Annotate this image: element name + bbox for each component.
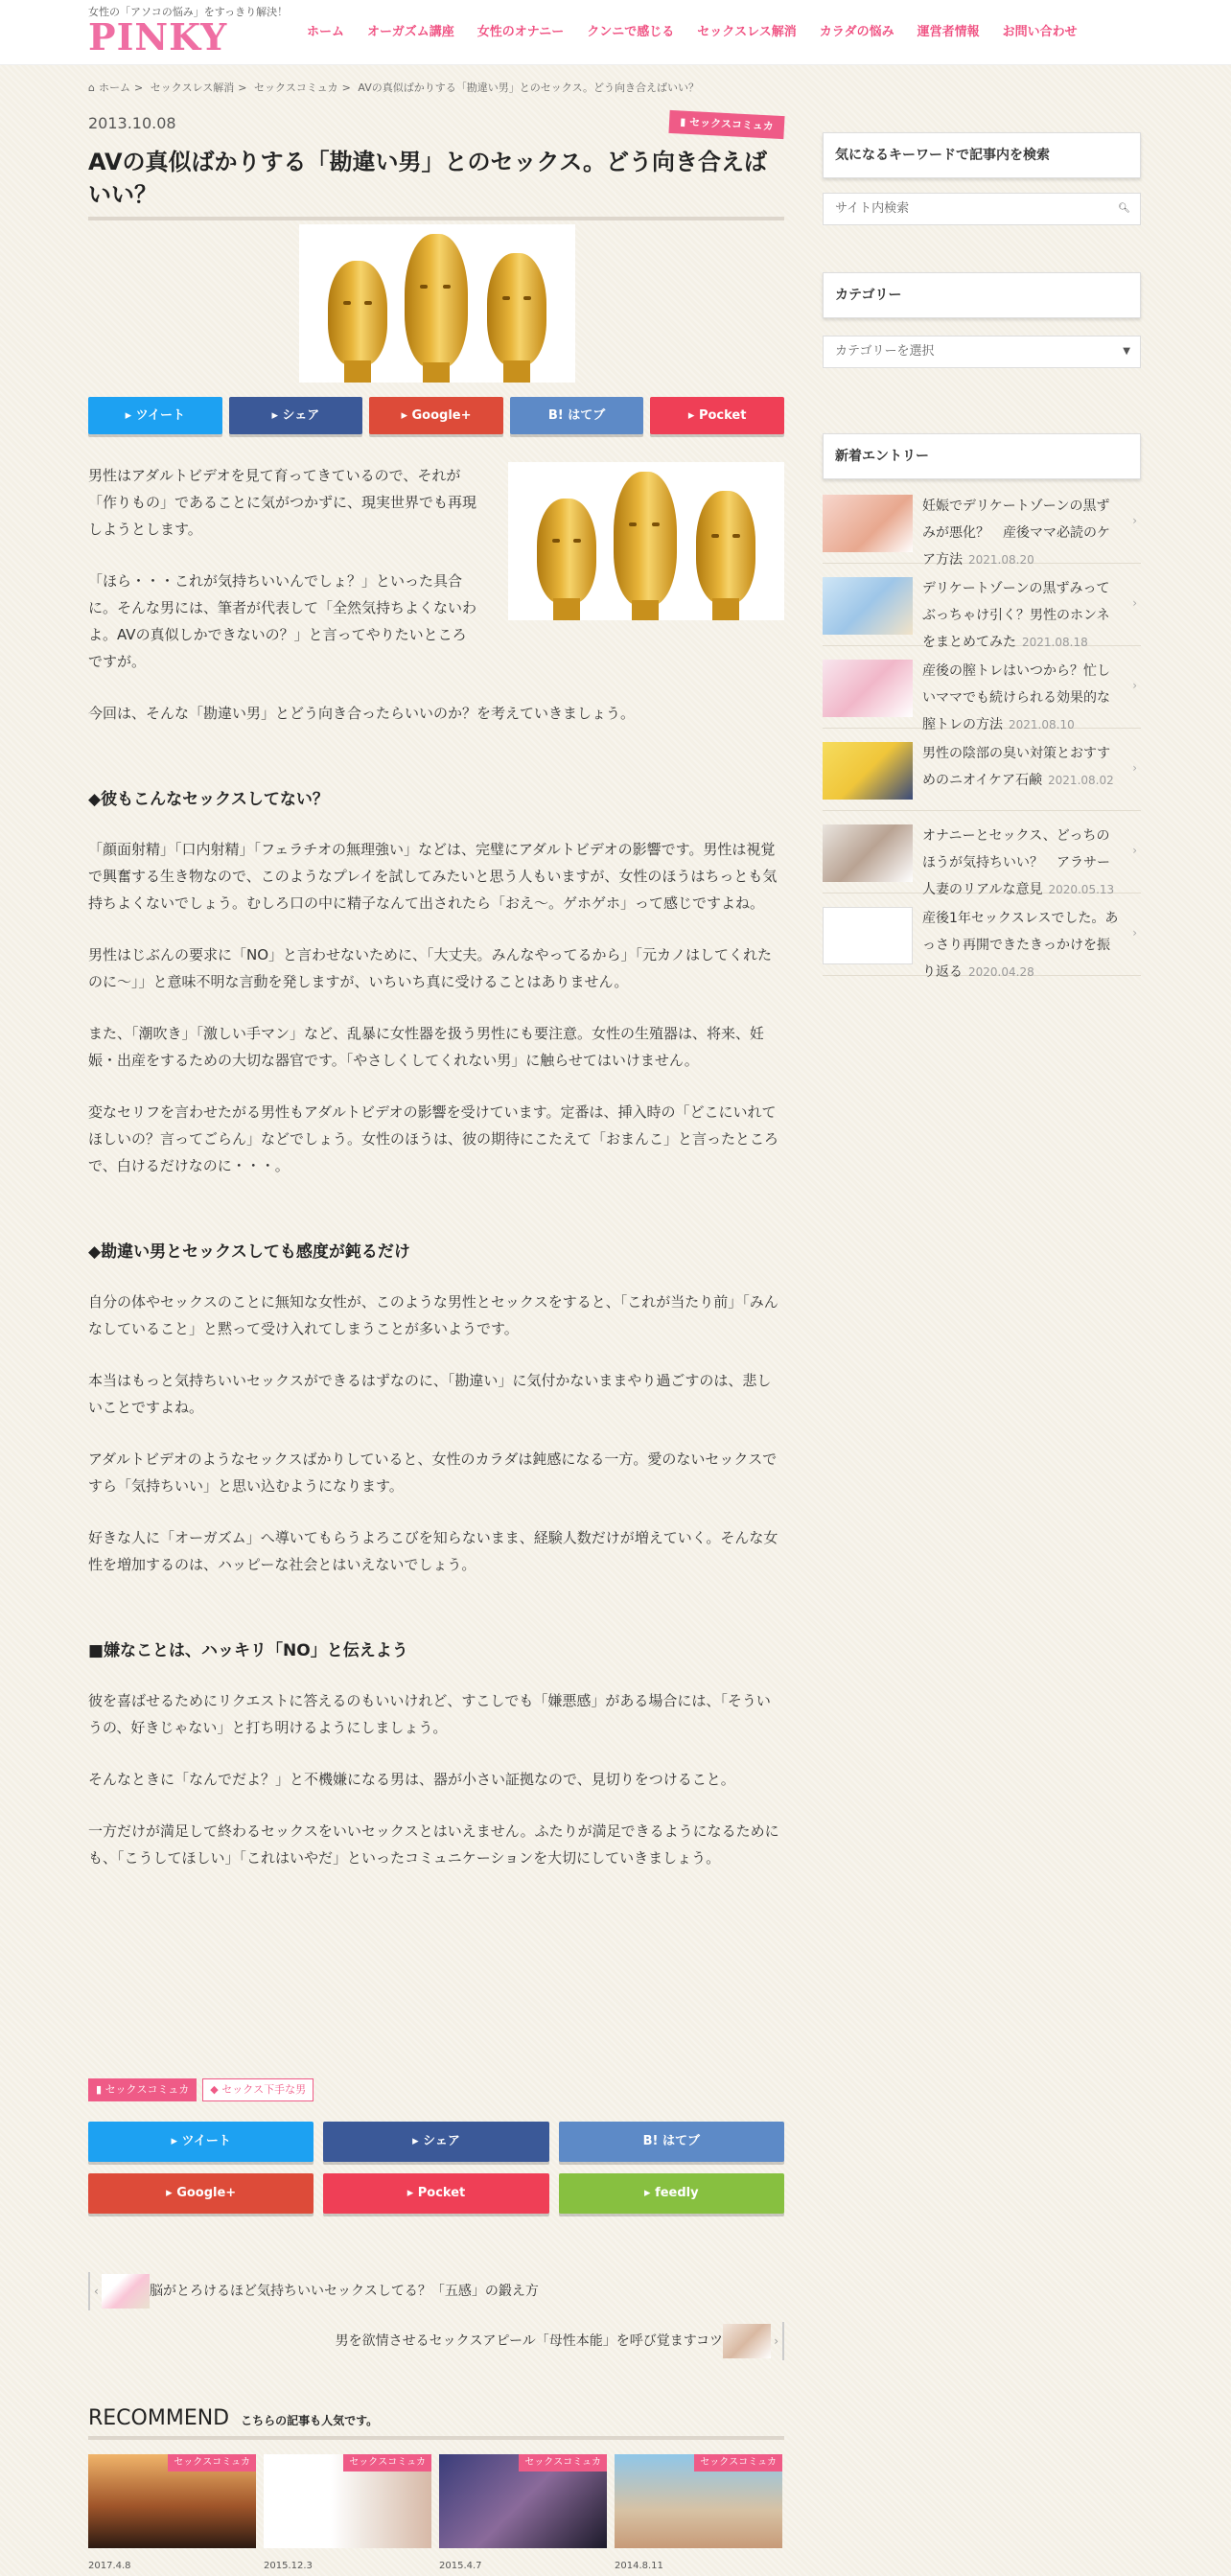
- prev-post-link[interactable]: [88, 2272, 784, 2310]
- chevron-left-icon: ‹: [94, 2285, 99, 2298]
- chevron-right-icon: ›: [1132, 596, 1137, 610]
- nav-contact[interactable]: お問い合わせ: [1002, 25, 1078, 39]
- category-tag[interactable]: ▮ セックスコミュカ: [88, 2078, 197, 2101]
- entry-title: 妊娠でデリケートゾーンの黒ずみが悪化？ 産後ママ必読のケア方法: [922, 499, 1110, 568]
- paragraph: 好きな人に「オーガズム」へ導いてもらうよろこびを知らないまま、経験人数だけが増えていく。そんな女性を増加するのは、ハッピーな社会とはいえないでしょう。: [88, 1529, 778, 1573]
- entry-thumbnail: [823, 660, 913, 717]
- search-placeholder: サイト内検索: [835, 201, 910, 216]
- chevron-right-icon: ›: [1132, 761, 1137, 775]
- card-date: 2017.4.8: [88, 2561, 131, 2571]
- nav-sexless[interactable]: セックスレス解消: [697, 25, 797, 39]
- recommend-header: [88, 2402, 784, 2440]
- main-nav: [307, 23, 1078, 42]
- category-select[interactable]: [823, 336, 1141, 368]
- new-entry[interactable]: [823, 893, 1141, 980]
- new-entry[interactable]: [823, 646, 1141, 732]
- paragraph: また、「潮吹き」「激しい手マン」など、乱暴に女性器を扱う男性にも要注意。女性の生殖器は、将来、妊娠・出産をするための大切な器官です。「やさしくしてくれない男」に触らせてはいけません。: [88, 1025, 765, 1069]
- next-post-link[interactable]: [88, 2322, 784, 2360]
- new-entry[interactable]: [823, 564, 1141, 650]
- breadcrumb-sexless[interactable]: セックスレス解消: [150, 81, 235, 94]
- next-post-thumbnail: [723, 2324, 771, 2358]
- twitter-share-button[interactable]: ▸ ツイート: [88, 397, 222, 434]
- share-bar-top: [88, 397, 784, 434]
- paragraph: 一方だけが満足して終わるセックスをいいセックスとはいえません。ふたりが満足できるようになるためにも、「こうしてほしい」「これはいやだ」といったコミュニケーションを大切にしていきましょう。: [88, 1822, 779, 1867]
- entry-date: 2020.04.28: [968, 964, 1034, 979]
- category-widget-title: カテゴリー: [823, 272, 1141, 318]
- article-body: [88, 462, 784, 1896]
- chevron-right-icon: ›: [1132, 514, 1137, 527]
- recommend-list: [88, 2454, 782, 2575]
- article-title: AVの真似ばかりする「勘違い男」とのセックス。どう向き合えばいい？: [88, 146, 784, 220]
- pocket-icon: ▸: [406, 2186, 418, 2200]
- breadcrumb: ⌂ ホーム > セックスレス解消 > セックスコミュカ > AVの真似ばかりする「勘違い男」とのセックス。どう向き合えばいい？: [88, 81, 699, 94]
- hatena-share-button[interactable]: B! はてブ: [510, 397, 644, 434]
- entry-title: 産後1年セックスレスでした。あっさり再開できたきっかけを振り返る: [922, 911, 1119, 980]
- entry-title: オナニーとセックス、どっちのほうが気持ちいい？ アラサー人妻のリアルな意見: [922, 828, 1110, 897]
- feedly-icon: ▸: [644, 2186, 656, 2200]
- recommend-card[interactable]: [439, 2454, 607, 2575]
- facebook-icon: ▸: [271, 408, 283, 423]
- googleplus-icon: ▸: [166, 2186, 177, 2200]
- card-category: セックスコミュカ: [168, 2454, 256, 2472]
- card-date: 2014.8.11: [615, 2561, 663, 2571]
- breadcrumb-home[interactable]: ホーム: [98, 81, 130, 94]
- recommend-subtitle: こちらの記事も人気です。: [241, 2414, 379, 2427]
- entry-date: 2021.08.20: [968, 552, 1034, 567]
- card-date: 2015.4.7: [439, 2561, 482, 2571]
- prev-post-thumbnail: [102, 2274, 150, 2309]
- paragraph: 「ほら・・・これが気持ちいいんでしょ？」といった具合に。そんな男には、筆者が代表して「全然気持ちよくないわよ。AVの真似しかできないの？」と言ってやりたいところですが。: [88, 572, 477, 670]
- section-heading: ◆彼もこんなセックスしてない？: [88, 790, 329, 809]
- category-badge[interactable]: [668, 110, 784, 139]
- googleplus-share-button[interactable]: ▸ Google+: [88, 2173, 314, 2214]
- nav-masturbation[interactable]: 女性のオナニー: [476, 25, 565, 39]
- nav-cunnilingus[interactable]: クンニで感じる: [587, 25, 675, 39]
- entry-thumbnail: [823, 577, 913, 635]
- facebook-share-button[interactable]: ▸ シェア: [229, 397, 363, 434]
- card-category: セックスコミュカ: [343, 2454, 431, 2472]
- search-input[interactable]: [823, 193, 1141, 225]
- section-heading: ◆勘違い男とセックスしても感度が鈍るだけ: [88, 1242, 410, 1262]
- search-widget-title: 気になるキーワードで記事内を検索: [823, 132, 1141, 178]
- new-entries-title: 新着エントリー: [823, 433, 1141, 479]
- twitter-icon: ▸: [171, 2134, 182, 2148]
- paragraph: 自分の体やセックスのことに無知な女性が、このような男性とセックスをすると、「これが当たり前」「みんなしていること」と黙って受け入れてしまうことが多いようです。: [88, 1293, 778, 1337]
- entry-title: 産後の膣トレはいつから？忙しいママでも続けられる効果的な膣トレの方法: [922, 663, 1110, 732]
- site-logo[interactable]: PINKY: [88, 15, 228, 58]
- folder-icon: ▮: [96, 2083, 105, 2096]
- entry-thumbnail: [823, 824, 913, 882]
- googleplus-icon: ▸: [401, 408, 412, 423]
- tag-list: [88, 2078, 314, 2101]
- tag-icon: ◆: [210, 2083, 222, 2096]
- paragraph: 男性はアダルトビデオを見て育ってきているので、それが「作りもの」であることに気がつかずに、現実世界でも再現しようとします。: [88, 467, 477, 538]
- nav-home[interactable]: ホーム: [307, 25, 345, 39]
- site-header: [0, 0, 1231, 65]
- entry-date: 2021.08.18: [1022, 635, 1088, 649]
- prev-post-title: 脳がとろけるほど気持ちいいセックスしてる？「五感」の鍛え方: [150, 2284, 539, 2299]
- nav-orgasm[interactable]: オーガズム講座: [367, 25, 454, 39]
- googleplus-share-button[interactable]: ▸ Google+: [369, 397, 503, 434]
- card-date: 2015.12.3: [264, 2561, 313, 2571]
- folder-icon: ▮: [679, 115, 690, 128]
- entry-date: 2021.08.10: [1009, 717, 1075, 731]
- paragraph: 本当はもっと気持ちいいセックスができるはずなのに、「勘違い」に気付かないままやり過ごすのは、悲しいことですよね。: [88, 1372, 772, 1416]
- recommend-card[interactable]: [88, 2454, 256, 2575]
- entry-title: デリケートゾーンの黒ずみってぶっちゃけ引く？男性のホンネをまとめてみた: [922, 581, 1110, 650]
- hatena-share-button[interactable]: B! はてブ: [559, 2122, 784, 2162]
- search-icon[interactable]: 🔍︎: [1118, 203, 1130, 214]
- paragraph: アダルトビデオのようなセックスばかりしていると、女性のカラダは鈍感になる一方。愛のないセックスですら「気持ちいい」と思い込むようになります。: [88, 1450, 778, 1495]
- new-entry[interactable]: [823, 481, 1141, 568]
- card-category: セックスコミュカ: [694, 2454, 782, 2472]
- section-heading: ■嫌なことは、ハッキリ「NO」と伝えよう: [88, 1641, 408, 1660]
- paragraph: 男性はじぶんの要求に「NO」と言わせないために、「大丈夫。みんなやってるから」「元カノはしてくれたのに〜」」と意味不明な言動を発しますが、いちいち真に受けることはありません。: [88, 946, 773, 990]
- recommend-card[interactable]: [264, 2454, 431, 2575]
- category-select-value: カテゴリーを選択: [835, 344, 935, 359]
- entry-date: 2020.05.13: [1048, 882, 1115, 896]
- entry-title: 男性の陰部の臭い対策とおすすめのニオイケア石鹸: [922, 746, 1111, 788]
- recommend-card[interactable]: [615, 2454, 782, 2575]
- chevron-right-icon: ›: [1132, 679, 1137, 692]
- facebook-icon: ▸: [412, 2134, 424, 2148]
- facebook-share-button[interactable]: ▸ シェア: [323, 2122, 548, 2162]
- nav-body[interactable]: カラダの悩み: [819, 25, 894, 39]
- twitter-icon: ▸: [125, 408, 136, 423]
- new-entries-list: [823, 481, 1141, 980]
- post-date: 2013.10.08: [88, 114, 176, 132]
- paragraph: 今回は、そんな「勘違い男」とどう向き合ったらいいのか？を考えていきましょう。: [88, 705, 636, 722]
- recommend-title: RECOMMEND: [88, 2406, 230, 2430]
- pocket-share-button[interactable]: ▸ Pocket: [323, 2173, 548, 2214]
- entry-thumbnail: [823, 742, 913, 800]
- breadcrumb-category[interactable]: セックスコミュカ: [253, 81, 338, 94]
- entry-thumbnail: [823, 495, 913, 552]
- home-icon: ⌂: [88, 81, 95, 94]
- share-bar-bottom: [88, 2122, 784, 2214]
- paragraph: 「顔面射精」「口内射精」「フェラチオの無理強い」などは、完璧にアダルトビデオの影響です。男性は視覚で興奮する生き物なので、このようなプレイを試してみたいと思う人もいますが、女性のほうはちっとも気持ちよくないでしょう。むしろ口の中に精子なんて出されたら「おえ〜。ゲホゲホ」って感じですよね。: [88, 841, 778, 912]
- category-badge-label: セックスコミュカ: [688, 115, 775, 133]
- twitter-share-button[interactable]: ▸ ツイート: [88, 2122, 314, 2162]
- pocket-icon: ▸: [687, 408, 699, 423]
- chevron-right-icon: ›: [1132, 926, 1137, 940]
- next-post-title: 男を欲情させるセックスアピール「母性本能」を呼び覚ますコツ: [335, 2333, 723, 2349]
- pocket-share-button[interactable]: ▸ Pocket: [650, 397, 784, 434]
- breadcrumb-current: AVの真似ばかりする「勘違い男」とのセックス。どう向き合えばいい？: [358, 81, 699, 94]
- feedly-share-button[interactable]: ▸ feedly: [559, 2173, 784, 2214]
- site-tagline: 女性の「アソコの悩み」をすっきり解決！: [88, 6, 289, 18]
- chevron-down-icon: ▼: [1123, 346, 1130, 357]
- keyword-tag[interactable]: ◆ セックス下手な男: [202, 2078, 314, 2101]
- entry-date: 2021.08.02: [1048, 773, 1114, 787]
- new-entry[interactable]: [823, 729, 1141, 811]
- paragraph: 変なセリフを言わせたがる男性もアダルトビデオの影響を受けています。定番は、挿入時の「どこにいれてほしいの？言ってごらん」などでしょう。女性のほうは、彼の期待にこたえて「おまんこ」と言ったところで、白けるだけなのに・・・。: [88, 1103, 779, 1174]
- chevron-right-icon: ›: [1132, 844, 1137, 857]
- nav-about[interactable]: 運営者情報: [917, 25, 980, 39]
- chevron-right-icon: ›: [774, 2334, 778, 2348]
- new-entry[interactable]: [823, 811, 1141, 897]
- card-category: セックスコミュカ: [519, 2454, 607, 2472]
- paragraph: そんなときに「なんでだよ？」と不機嫌になる男は、器が小さい証拠なので、見切りをつけること。: [88, 1771, 735, 1788]
- entry-thumbnail: [823, 907, 913, 964]
- paragraph: 彼を喜ばせるためにリクエストに答えるのもいいけれど、すこしでも「嫌悪感」がある場合には、「そういうの、好きじゃない」と打ち明けるようにしましょう。: [88, 1692, 771, 1736]
- article-image: [508, 462, 784, 620]
- hero-image: [299, 224, 575, 383]
